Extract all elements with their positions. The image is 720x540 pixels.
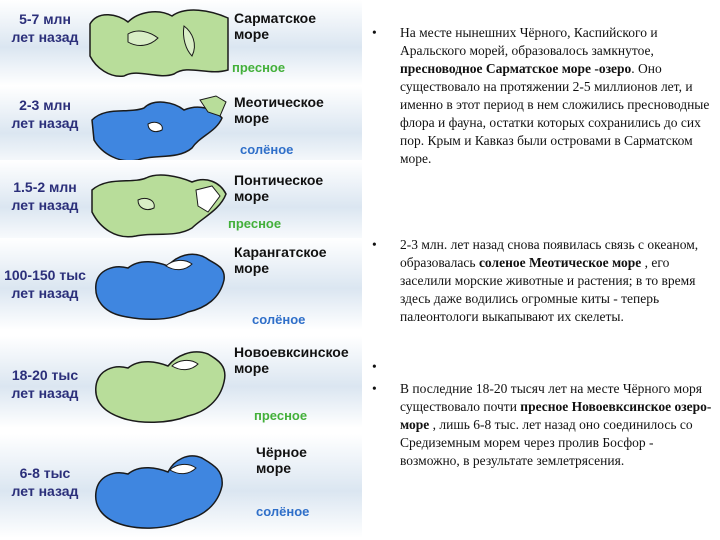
water-type-label: солёное [252,312,306,327]
sea-name: Чёрное море [256,444,307,476]
stage-age: 6-8 тыс лет назад [11,465,79,499]
description-text: На месте нынешних Чёрного, Каспийского и Аральского морей, образовалось замкнутое, пресноводное Сарматское море -озеро. Оно существовало на протяжении 2-5 миллионов лет, и именно в этот период в нем сложились пресноводные флора и фауна, остатки которых сохранились до сих пор. Крым и Кавказ были островами в Сарматском море. [400,25,710,166]
water-type-label: солёное [240,142,294,157]
stage-age: 18-20 тыс лет назад [11,367,79,401]
stage-row-karangat [0,238,362,330]
stage-age: 1.5-2 млн лет назад [11,179,79,213]
stage-row-black-sea [0,434,362,538]
karangat-sea-map [88,242,230,326]
sea-name: Понтическое море [234,172,324,204]
description-text: В последние 18-20 тысяч лет на месте Чёрного моря существовало почти пресное Новоевксинское озеро-море , лишь 6-8 тыс. лет назад оно соединилось со Средиземным морем через пролив Босфор - возможно, в результате землетрясения. [400,381,712,468]
stage-row-pontian [0,160,362,246]
sea-name: Новоевксинское море [234,344,349,376]
bullet-marker: • [372,381,377,396]
black-sea-map [88,440,230,534]
stage-row-sarmatian [0,0,362,86]
stage-row-neoeuxinian [0,336,362,428]
description-text: 2-3 млн. лет назад снова появилась связь с океаном, образовалась соленое Меотическое море , его заселили морские животные и растения; в то время здесь даже водились огромные киты - теперь палеонтологи выкапывают их скелеты. [400,237,699,324]
water-type-label: пресное [254,408,308,423]
sarmatian-sea-map [88,4,230,80]
bullet-marker: • [372,359,377,374]
pontian-sea-map [88,166,230,242]
neoeuxinian-sea-map [88,340,230,428]
sea-name: Меотическое море [234,94,324,126]
stage-age: 2-3 млн лет назад [11,97,79,131]
water-type-label: солёное [256,504,310,519]
stage-age: 100-150 тыс лет назад [4,267,86,301]
sea-name: Сарматское море [234,10,317,42]
water-type-label: пресное [232,60,286,75]
meotian-sea-map [88,90,230,166]
stage-age: 5-7 млн лет назад [11,11,79,45]
bullet-marker: • [372,237,377,252]
water-type-label: пресное [228,216,282,231]
bullet-marker: • [372,25,377,40]
sea-name: Карангатское море [234,244,327,276]
